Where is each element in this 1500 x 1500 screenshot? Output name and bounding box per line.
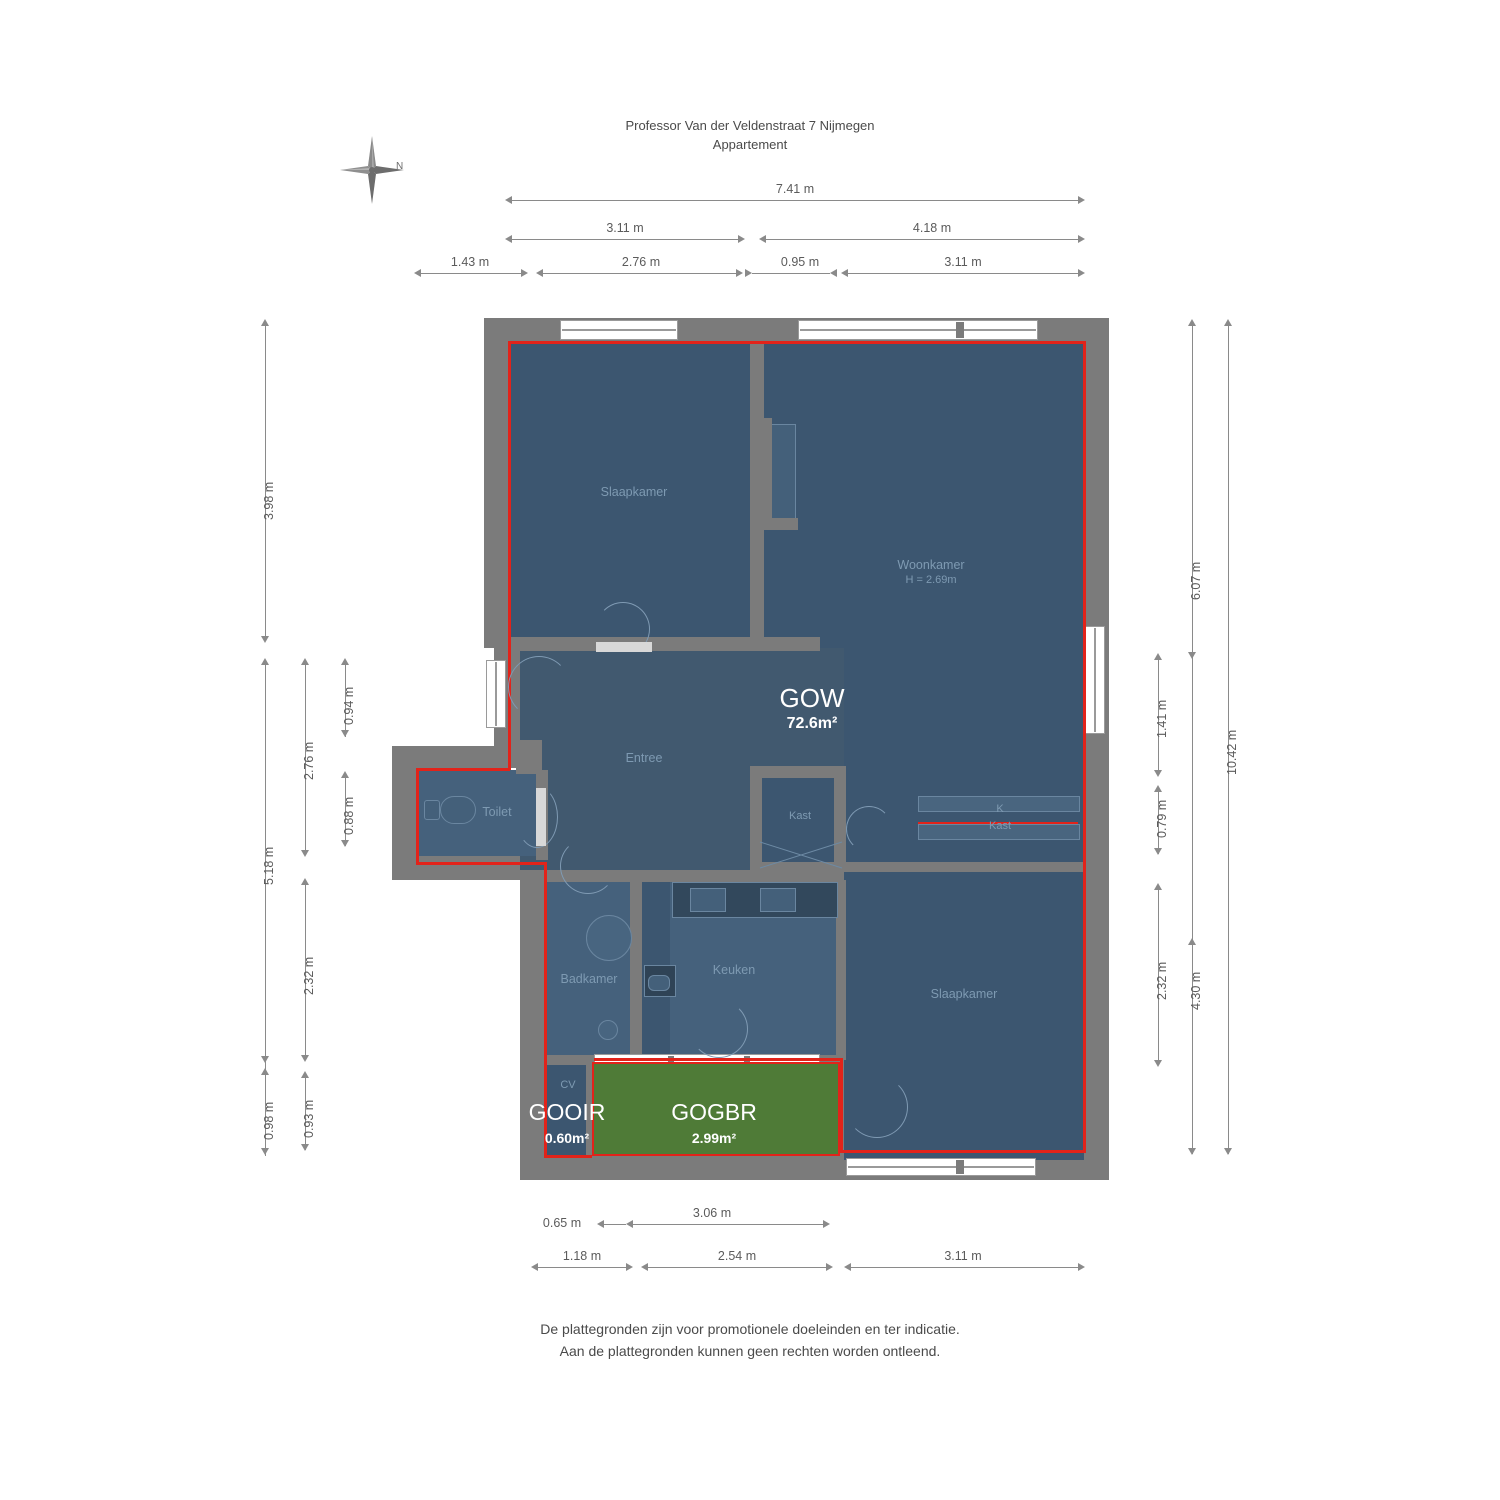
room-label-entree: Entree xyxy=(625,751,663,765)
bath-tub xyxy=(586,915,632,961)
kitchen-hob xyxy=(760,888,796,912)
dimension-label: 2.32 m xyxy=(302,956,316,995)
kitchen-sink xyxy=(690,888,726,912)
room-label-badkamer: Badkamer xyxy=(560,972,618,986)
door-entree-front xyxy=(508,656,570,718)
room-label-slaapkamer-noord: Slaapkamer xyxy=(600,485,668,499)
room-sublabel-woonkamer-height: H = 2.69m xyxy=(905,574,957,586)
room-label-kast-oost-k: K xyxy=(996,803,1004,815)
area-tag-gow xyxy=(722,683,902,735)
gow-outline-toilet-top xyxy=(416,768,510,771)
room-label-keuken: Keuken xyxy=(712,963,756,977)
dimension-label: 5.18 m xyxy=(262,846,276,885)
dimension-label: 10.42 m xyxy=(1225,729,1239,775)
dimension-label: 0.88 m xyxy=(342,796,356,835)
bath-sink xyxy=(598,1020,618,1040)
area-tag-gogbr xyxy=(624,1097,804,1149)
window-right-upper-line xyxy=(1094,628,1096,732)
window-top-right-line xyxy=(800,329,1036,331)
dimension-label: 7.41 m xyxy=(775,182,815,196)
door-kast-midden xyxy=(846,806,892,852)
title-line-1: Professor Van der Veldenstraat 7 Nijmegen xyxy=(625,118,875,133)
wardrobe-wall xyxy=(762,418,772,530)
window-left-entree-line xyxy=(495,662,497,726)
window-bottom-right-line xyxy=(848,1166,1034,1168)
dimension-label: 2.54 m xyxy=(717,1249,757,1263)
dimension-label: 2.76 m xyxy=(621,255,661,269)
gow-outline-cv-bottom xyxy=(544,1155,592,1158)
room-label-cv: CV xyxy=(560,1079,576,1091)
area-tag-gooir-name: GOOIR xyxy=(528,1099,606,1125)
gow-outline-bottom-mid xyxy=(594,1058,842,1061)
dimension-label: 0.93 m xyxy=(302,1099,316,1138)
window-top-left-line xyxy=(562,329,676,331)
wall-int-bad-keuken xyxy=(630,880,642,1062)
room-label-woonkamer: Woonkamer xyxy=(897,558,965,572)
room-label-slaapkamer-zuid: Slaapkamer xyxy=(930,987,998,1001)
wall-left-upper xyxy=(484,318,510,648)
wall-int-slaap-bottom xyxy=(510,637,820,651)
dimension-label: 0.94 m xyxy=(342,686,356,725)
disclaimer xyxy=(0,1318,1500,1362)
door-slaapkamer-zuid xyxy=(846,1076,908,1138)
compass-north-label: N xyxy=(396,161,404,172)
dimension-label: 2.76 m xyxy=(302,741,316,780)
wall-left-toilet xyxy=(392,746,418,868)
dimension-label: 0.79 m xyxy=(1155,799,1169,838)
dimension-label: 1.18 m xyxy=(562,1249,602,1263)
area-tag-gogbr-name: GOGBR xyxy=(671,1099,757,1125)
dimension-label: 1.41 m xyxy=(1155,699,1169,738)
disclaimer-line-2: Aan de plattegronden kunnen geen rechten worden ontleend. xyxy=(559,1343,941,1359)
dimension-label: 3.11 m xyxy=(944,1249,982,1263)
dimension-label: 0.65 m xyxy=(542,1216,582,1230)
dimension-label: 2.32 m xyxy=(1155,961,1169,1000)
door-badkamer xyxy=(560,838,616,894)
door-keuken xyxy=(690,1000,748,1058)
dimension-label: 0.98 m xyxy=(262,1101,276,1140)
gow-outline-left-notch xyxy=(508,646,511,770)
wall-int-toilet-topstub xyxy=(516,740,542,774)
area-tag-gow-name: GOW xyxy=(779,683,845,713)
gow-outline-top xyxy=(510,341,1086,344)
wall-right xyxy=(1083,318,1109,1180)
gow-outline-toilet-left xyxy=(416,768,419,865)
area-tag-gogbr-value: 2.99m² xyxy=(691,1130,737,1146)
dimension-label: 6.07 m xyxy=(1189,561,1203,600)
gow-outline-left-upper xyxy=(508,341,511,647)
area-tag-gooir-value: 0.60m² xyxy=(544,1130,590,1146)
room-label-toilet: Toilet xyxy=(482,805,512,819)
dimension-label: 0.95 m xyxy=(780,255,820,269)
window-bottom-right-mullion xyxy=(956,1160,964,1174)
gow-outline-left-lower xyxy=(544,862,547,1058)
dimension-label: 3.11 m xyxy=(606,221,644,235)
dimension-label: 3.06 m xyxy=(692,1206,732,1220)
room-badkamer xyxy=(546,880,638,1060)
window-top-right-mullion xyxy=(956,322,964,338)
dimension-label: 3.98 m xyxy=(262,481,276,520)
gow-outline-toilet-bottom xyxy=(416,862,546,865)
title-line-2: Appartement xyxy=(712,137,788,152)
dimension-label: 4.18 m xyxy=(912,221,952,235)
gow-outline-right xyxy=(1083,341,1086,1153)
kast-hatch-icon xyxy=(758,840,844,870)
dimension-label: 3.11 m xyxy=(944,255,982,269)
room-label-kast-oost: Kast xyxy=(988,820,1011,832)
gow-outline-balcony-right xyxy=(840,1058,843,1153)
wall-int-corr-bottom xyxy=(844,862,1084,872)
dimension-label: 1.43 m xyxy=(450,255,490,269)
area-tag-gow-value: 72.6m² xyxy=(786,715,838,732)
wall-int-woon-corr xyxy=(750,766,844,778)
door-leaf-slaapkamer-noord xyxy=(596,642,652,652)
gow-outline-bottom-right xyxy=(840,1150,1086,1153)
disclaimer-line-1: De plattegronden zijn voor promotionele doeleinden en ter indicatie. xyxy=(540,1321,960,1337)
wall-toilet-bottom xyxy=(392,854,540,880)
wardrobe-wall-bottom xyxy=(762,518,798,530)
room-label-kast-midden: Kast xyxy=(788,810,811,822)
dimension-label: 4.30 m xyxy=(1189,971,1203,1010)
